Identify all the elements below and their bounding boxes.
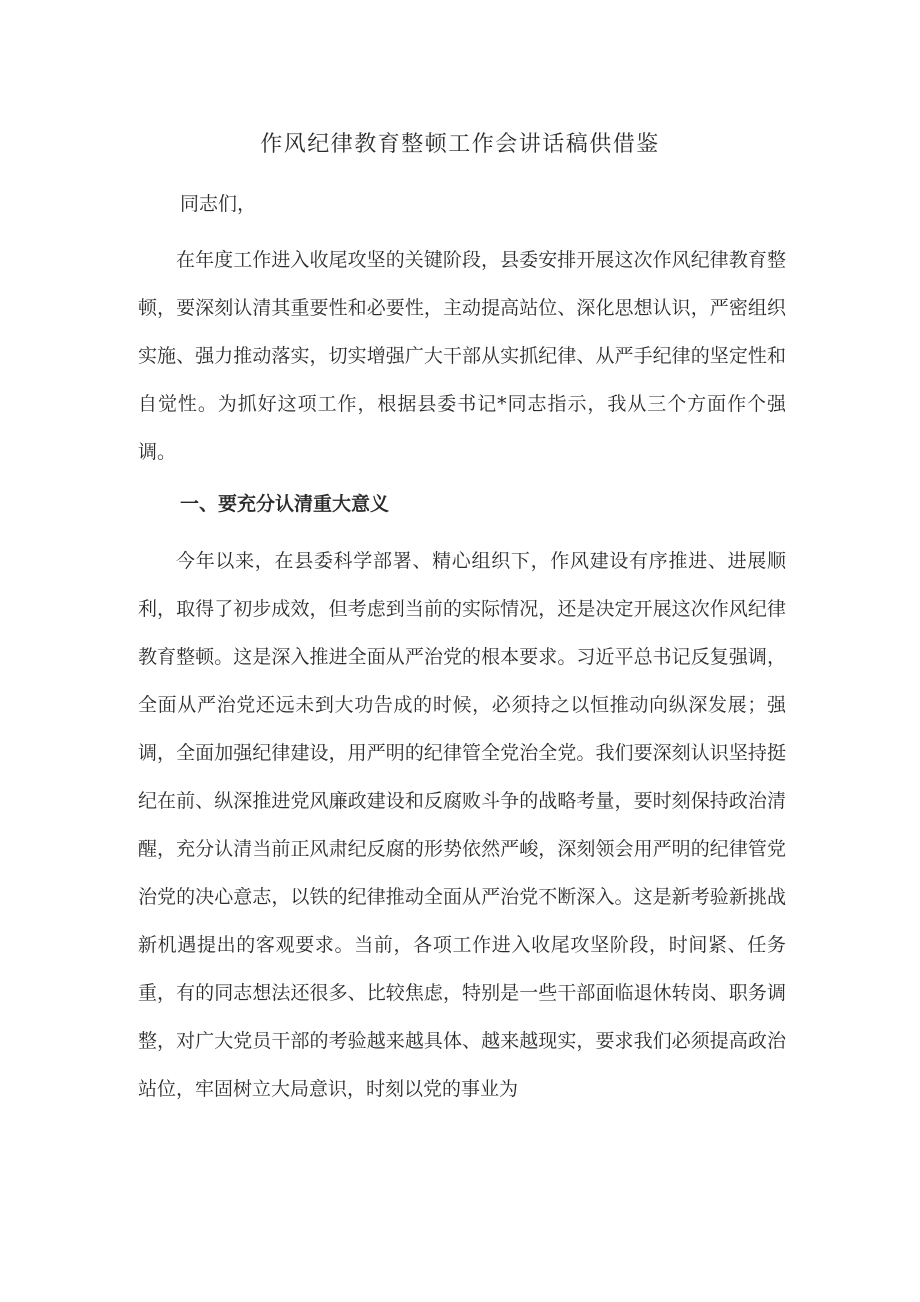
- section-heading: 一、要充分认清重大意义: [180, 493, 390, 515]
- document-title: 作风纪律教育整顿工作会讲话稿供借鉴: [260, 132, 660, 157]
- paragraph-section-one: 今年以来，在县委科学部署、精心组织下，作风建设有序推进、进展顺利，取得了初步成效，但考虑到当前的实际情况，还是决定开展这次作风纪律教育整顿。这是深入推进全面从严治党的根本要求。习近平总书记反复强调，全面从严治党还远未到大功告成的时候，必须持之以恒推动向纵深发展；强调，全面加强纪律建设，用严明的纪律管全党治全党。我们要深刻认识坚持挺纪在前、纵深推进党风廉政建设和反腐败斗争的战略考量，要时刻保持政治清醒，充分认清当前正风肃纪反腐的形势依然严峻，深刻领会用严明的纪律管党治党的决心意志，以铁的纪律推动全面从严治党不断深入。这是新考验新挑战新机遇提出的客观要求。当前，各项工作进入收尾攻坚阶段，时间紧、任务重，有的同志想法还很多、比较焦虑，特别是一些干部面临退休转岗、职务调整，对广大党员干部的考验越来越具体、越来越现实，要求我们必须提高政治站位，牢固树立大局意识，时刻以党的事业为: [138, 550, 786, 1100]
- salutation: 同志们，: [180, 193, 257, 215]
- paragraph-intro: 在年度工作进入收尾攻坚的关键阶段，县委安排开展这次作风纪律教育整顿，要深刻认清其重要性和必要性，主动提高站位、深化思想认识，严密组织实施、强力推动落实，切实增强广大干部从实抓纪律、从严手纪律的坚定性和自觉性。为抓好这项工作，根据县委书记*同志指示，我从三个方面作个强调。: [138, 249, 786, 463]
